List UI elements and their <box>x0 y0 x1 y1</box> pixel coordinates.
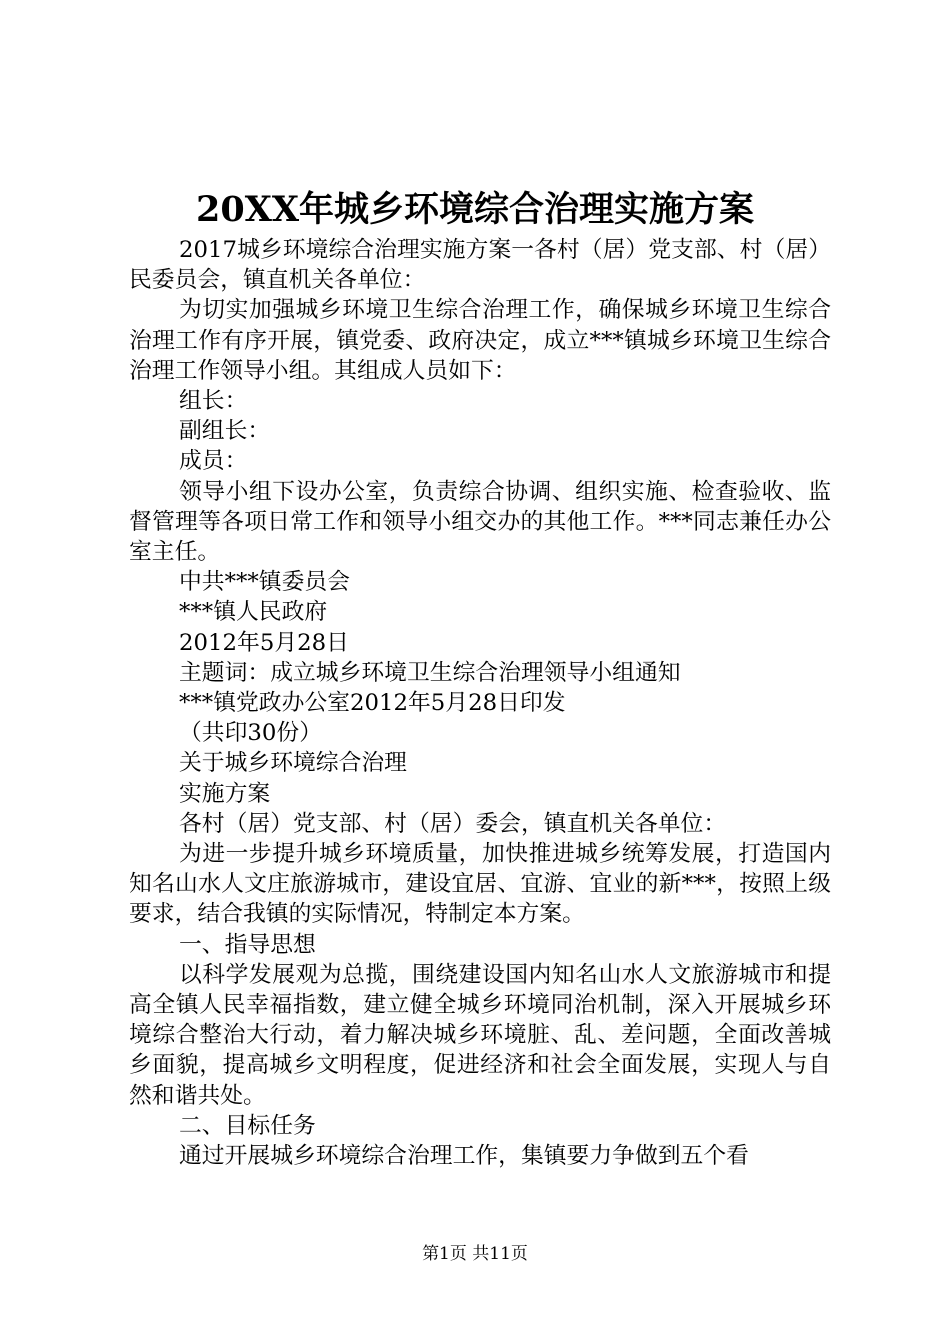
paragraph: 实施方案 <box>179 780 271 807</box>
paragraph: 中共***镇委员会 <box>179 569 350 596</box>
paragraph: 为切实加强城乡环境卫生综合治理工作，确保城乡环境卫生综合治理工作有序开展，镇党委、政府决定，成立***镇城乡环境卫生综合治理工作领导小组。其组成人员如下： <box>129 297 831 384</box>
paragraph: 领导小组下设办公室，负责综合协调、组织实施、检查验收、监督管理等各项日常工作和领导小组交办的其他工作。***同志兼任办公室主任。 <box>129 478 831 566</box>
paragraph: ***镇党政办公室2012年5月28日印发 <box>179 690 566 717</box>
paragraph: 2012年5月28日 <box>179 629 349 656</box>
document-body <box>129 235 831 1171</box>
paragraph: 组长： <box>179 388 248 415</box>
paragraph: 副组长： <box>179 418 271 445</box>
paragraph: （共印30份） <box>179 720 322 747</box>
paragraph: 主题词：成立城乡环境卫生综合治理领导小组通知 <box>179 659 681 686</box>
page-footer: 第1页 共11页 <box>422 1244 528 1264</box>
section-heading: 二、目标任务 <box>179 1112 316 1139</box>
paragraph: 为进一步提升城乡环境质量，加快推进城乡统筹发展，打造国内知名山水人文庄旅游城市，建设宜居、宜游、宜业的新***，按照上级要求，结合我镇的实际情况，特制定本方案。 <box>129 841 831 928</box>
paragraph: ***镇人民政府 <box>179 599 328 626</box>
paragraph: 各村（居）党支部、村（居）委会，镇直机关各单位： <box>179 810 727 837</box>
document-title: 20XX年城乡环境综合治理实施方案 <box>195 189 755 230</box>
paragraph: 2017城乡环境综合治理实施方案一各村（居）党支部、村（居）民委员会，镇直机关各单位： <box>129 237 831 294</box>
paragraph: 关于城乡环境综合治理 <box>179 750 407 777</box>
paragraph: 通过开展城乡环境综合治理工作，集镇要力争做到五个看 <box>179 1143 749 1170</box>
section-heading: 一、指导思想 <box>179 931 316 958</box>
paragraph: 以科学发展观为总揽，围绕建设国内知名山水人文旅游城市和提高全镇人民幸福指数，建立健全城乡环境同治机制，深入开展城乡环境综合整治大行动，着力解决城乡环境脏、乱、差问题，全面改善城乡面貌，提高城乡文明程度，促进经济和社会全面发展，实现人与自然和谐共处。 <box>129 961 831 1109</box>
paragraph: 成员： <box>179 448 248 475</box>
